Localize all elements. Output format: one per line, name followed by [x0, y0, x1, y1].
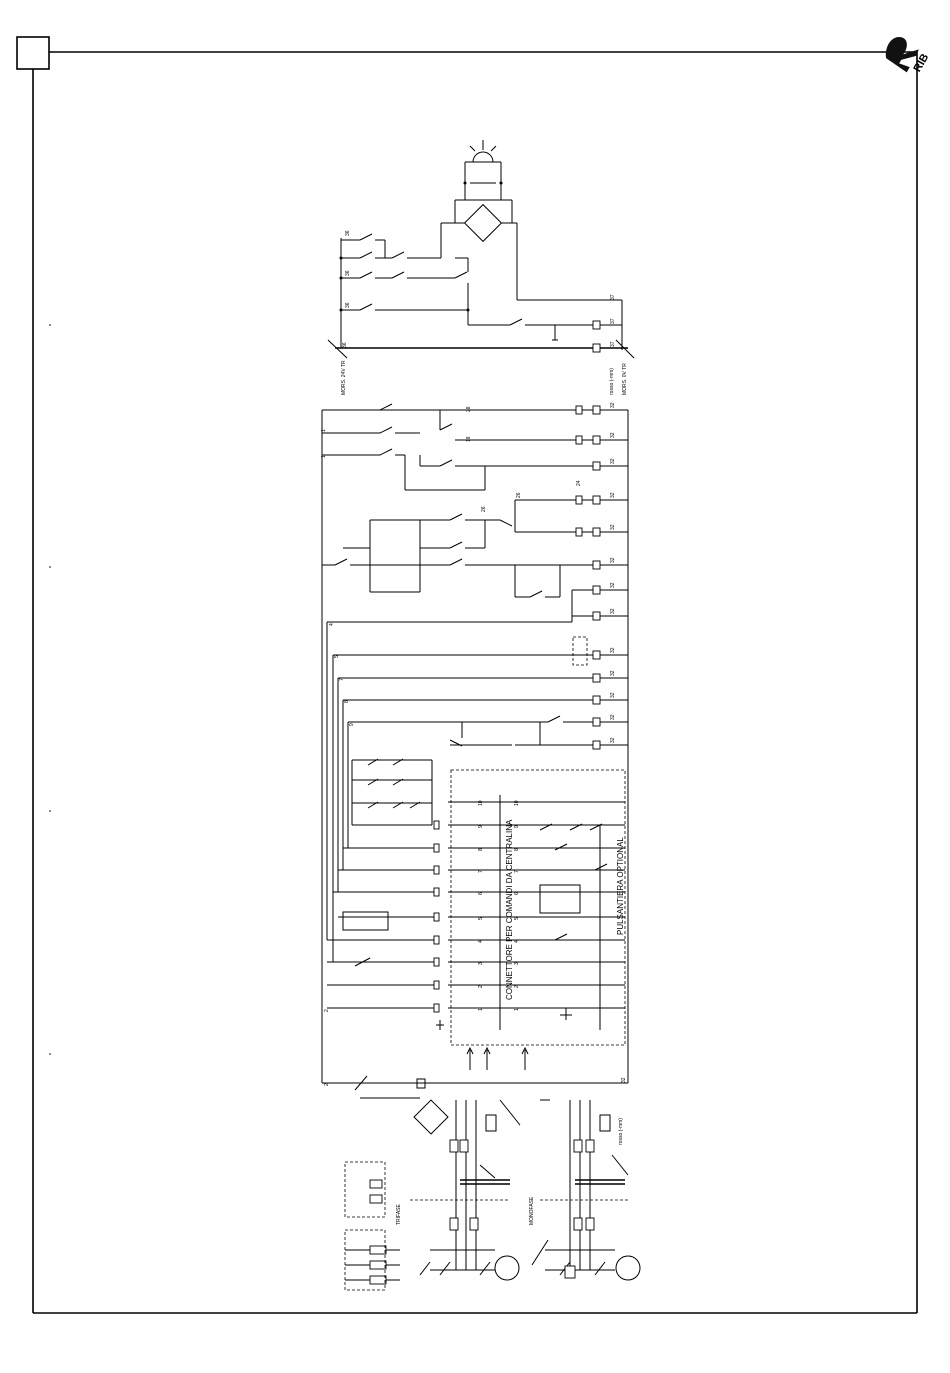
svg-text:7: 7 [478, 870, 484, 873]
svg-text:32: 32 [610, 647, 616, 653]
svg-text:36: 36 [345, 302, 351, 308]
brand-logo [881, 33, 933, 79]
svg-text:32: 32 [610, 670, 616, 676]
svg-text:37: 37 [610, 318, 616, 324]
svg-text:MONOFASE: MONOFASE [529, 1196, 535, 1225]
svg-text:8: 8 [344, 700, 350, 703]
svg-text:32: 32 [610, 582, 616, 588]
svg-text:5: 5 [334, 655, 340, 658]
svg-text:32: 32 [610, 402, 616, 408]
sheet-frame [17, 37, 917, 1313]
svg-text:1: 1 [321, 429, 327, 432]
svg-text:36: 36 [342, 342, 348, 348]
connector-block [448, 770, 625, 1045]
svg-text:6: 6 [514, 892, 520, 895]
svg-text:rosso (-mm): rosso (-mm) [618, 1118, 624, 1145]
svg-text:7: 7 [514, 870, 520, 873]
svg-text:10: 10 [478, 800, 484, 806]
svg-text:26: 26 [516, 492, 522, 498]
svg-text:32: 32 [610, 492, 616, 498]
svg-text:32: 32 [610, 692, 616, 698]
svg-text:36: 36 [345, 230, 351, 236]
svg-text:26: 26 [481, 506, 487, 512]
svg-text:CONNETTORE PER COMANDI DA CENT: CONNETTORE PER COMANDI DA CENTRALINA [505, 819, 514, 1000]
supply-bus [328, 340, 634, 395]
svg-text:MORS. 24V TR: MORS. 24V TR [341, 360, 347, 395]
control-ladder [322, 404, 628, 1083]
svg-text:37: 37 [610, 294, 616, 300]
svg-text:2: 2 [324, 1083, 330, 1086]
svg-text:3: 3 [478, 962, 484, 965]
top-relay-contacts [340, 234, 623, 348]
svg-text:36: 36 [345, 270, 351, 276]
input-arrows [467, 1048, 528, 1070]
svg-text:TRIFASE: TRIFASE [396, 1204, 402, 1225]
svg-text:7: 7 [339, 678, 345, 681]
safety-switch-group [352, 759, 432, 825]
svg-text:RIB: RIB [911, 51, 932, 75]
svg-text:5: 5 [478, 917, 484, 920]
svg-text:4: 4 [329, 623, 335, 626]
svg-text:4: 4 [514, 940, 520, 943]
svg-text:4: 4 [478, 940, 484, 943]
svg-text:8: 8 [514, 848, 520, 851]
wire-colour-tags [609, 368, 624, 1145]
svg-text:2: 2 [324, 1009, 330, 1012]
svg-text:28: 28 [466, 406, 472, 412]
ladder-rungs [322, 404, 628, 962]
svg-text:32: 32 [621, 1077, 627, 1083]
svg-text:1: 1 [321, 455, 327, 458]
left-terminal-strip [327, 821, 444, 1030]
svg-text:37: 37 [610, 341, 616, 347]
svg-text:32: 32 [610, 524, 616, 530]
svg-text:9: 9 [478, 825, 484, 828]
svg-text:24: 24 [576, 480, 582, 486]
svg-text:32: 32 [610, 432, 616, 438]
svg-text:5: 5 [514, 917, 520, 920]
svg-text:MORS. 0V TR: MORS. 0V TR [622, 363, 628, 395]
svg-text:6: 6 [478, 892, 484, 895]
svg-text:32: 32 [610, 737, 616, 743]
svg-text:32: 32 [610, 458, 616, 464]
svg-text:1: 1 [514, 1008, 520, 1011]
svg-text:9: 9 [514, 825, 520, 828]
power-circuits [327, 1076, 640, 1290]
svg-text:2: 2 [478, 985, 484, 988]
svg-text:9: 9 [349, 723, 355, 726]
svg-text:1: 1 [478, 1008, 484, 1011]
right-terminals [576, 406, 600, 749]
svg-text:8: 8 [478, 848, 484, 851]
svg-text:32: 32 [610, 714, 616, 720]
margin-ticks [49, 324, 51, 1055]
svg-text:18: 18 [466, 436, 472, 442]
svg-text:32: 32 [610, 557, 616, 563]
wire-labels [321, 230, 627, 1086]
svg-text:PULSANTIERA OPTIONAL: PULSANTIERA OPTIONAL [616, 837, 625, 935]
svg-text:rosso (-mm): rosso (-mm) [609, 368, 615, 395]
svg-text:3: 3 [514, 962, 520, 965]
svg-text:10: 10 [514, 800, 520, 806]
svg-text:32: 32 [610, 608, 616, 614]
svg-text:2: 2 [514, 985, 520, 988]
